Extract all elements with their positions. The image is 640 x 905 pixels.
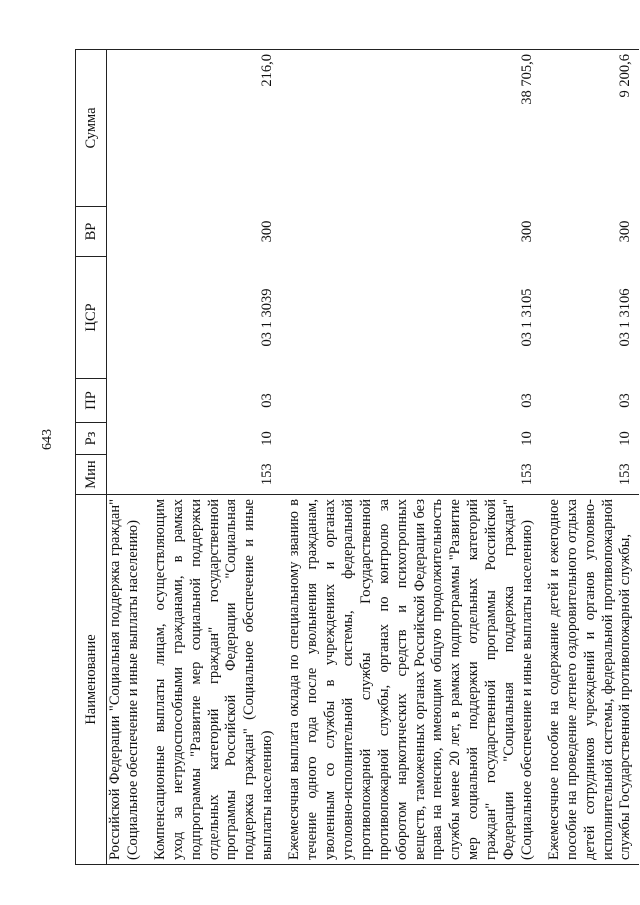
row-pr: 03 <box>518 393 535 408</box>
row-name: Ежемесячное пособие на содержание детей и ежегодное пособие на проведение летнего оздоровительного отдыха детей сотрудников учреждений и органов уголовно-исполнительной системы, федеральной противопожарной службы Государственной противопожарной службы, <box>541 495 640 865</box>
row-rz: 10 <box>518 431 535 446</box>
row-csr: 03 1 3039 <box>259 288 276 347</box>
row-min: 153 <box>518 463 535 486</box>
budget-table <box>75 49 639 865</box>
header-name: Наименование <box>76 495 107 865</box>
row-min: 153 <box>259 463 276 486</box>
row-name: Ежемесячная выплата оклада по специальному званию в течение одного года после увольнения гражданам, уволенным со службы в учреждениях и органах уголовно-исполнительной системы, федеральной противопожарной службы Государственной противопожарной службы, органах по контролю за оборотом наркотических средств и психотропных веществ, таможенных органах Российской Федерации без права на пенсию, имеющим общую продолжительность службы менее 20 лет, в рамках подпрограммы "Развитие мер социальной поддержки отдельных категорий граждан" государственной программы Российской Федерации "Социальная поддержка граждан" (Социальное обеспечение и иные выплаты населению) <box>281 495 541 865</box>
row-pr: 03 <box>617 393 634 408</box>
row-rz: 10 <box>259 431 276 446</box>
row-vr <box>107 207 147 257</box>
header-vr: ВР <box>76 207 107 257</box>
row-vr: 300 <box>259 220 276 243</box>
row-csr: 03 1 3105 <box>518 288 535 347</box>
header-sum: Сумма <box>76 50 107 207</box>
row-pr <box>107 379 147 423</box>
row-vr: 300 <box>518 220 535 243</box>
row-min <box>107 455 147 495</box>
row-sum: 38 705,0 <box>281 50 541 207</box>
table-row <box>541 50 640 865</box>
page-number: 643 <box>40 429 55 450</box>
header-min: Мин <box>76 455 107 495</box>
row-vr: 300 <box>617 220 634 243</box>
row-csr <box>107 257 147 379</box>
header-csr: ЦСР <box>76 257 107 379</box>
row-sum: 216,0 <box>147 50 281 207</box>
table-row <box>281 50 541 865</box>
row-sum <box>107 50 147 207</box>
row-csr: 03 1 3106 <box>617 288 634 347</box>
row-pr: 03 <box>259 393 276 408</box>
row-name: Российской Федерации "Социальная поддержка граждан" (Социальное обеспечение и иные выплаты населению) <box>107 495 147 865</box>
table-row <box>107 50 147 865</box>
header-rz: Рз <box>76 423 107 455</box>
row-rz <box>107 423 147 455</box>
row-min: 153 <box>617 463 634 486</box>
table-row <box>147 50 281 865</box>
row-name: Компенсационные выплаты лицам, осуществляющим уход за нетрудоспособными гражданами, в рамках подпрограммы "Развитие мер социальной поддержки отдельных категорий граждан" государственной программы Российской Федерации "Социальная поддержка граждан" (Социальное обеспечение и иные выплаты населению) <box>147 495 281 865</box>
rotated-page <box>75 50 634 865</box>
row-rz: 10 <box>617 431 634 446</box>
table-header-row <box>76 50 107 865</box>
row-sum: 9 200,6 <box>541 50 640 207</box>
header-pr: ПР <box>76 379 107 423</box>
